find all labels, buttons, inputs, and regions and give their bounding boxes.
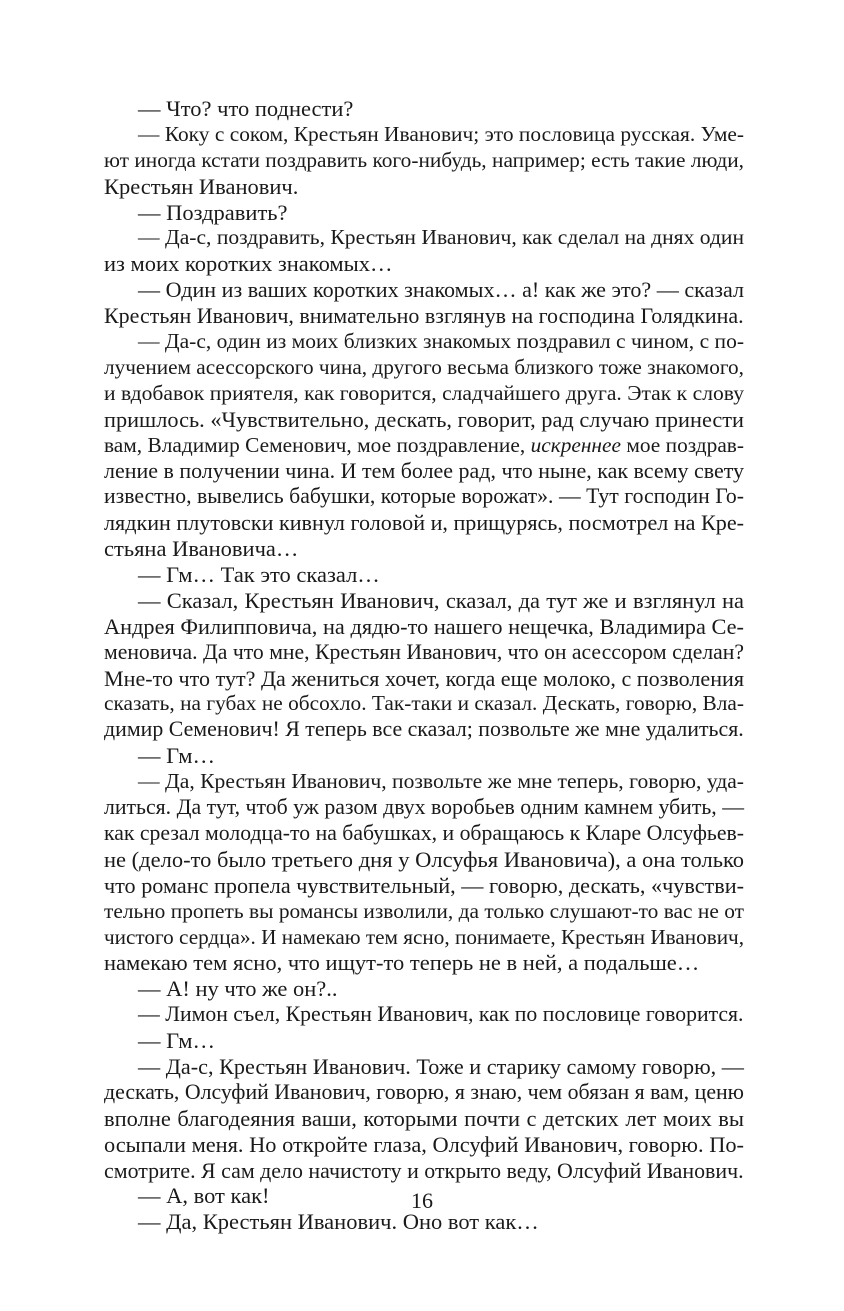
text-line: стьяна Ивановича…	[104, 536, 299, 562]
text-line: — Да-с, поздравить, Крестьян Иванович, как сделал на днях один	[138, 225, 744, 250]
text-line: и вдобавок приятеля, как говорится, сладчайшего друга. Этак к слову	[104, 380, 744, 405]
text-line: пришлось. «Чувствительно, дескать, говорит, рад случаю принести	[104, 406, 744, 432]
text-line: димир Семенович! Я теперь все сказал; позвольте же мне удалиться.	[104, 717, 744, 742]
text-line: тельно пропеть вы романсы изволили, да только слушают-то вас не от	[104, 898, 744, 923]
text-line: — Поздравить?	[138, 199, 288, 225]
text-line: — Да, Крестьян Иванович, позвольте же мне теперь, говорю, уда-	[138, 769, 744, 794]
text-line: Крестьян Иванович.	[104, 173, 299, 199]
text-line: чистого сердца». И намекаю тем ясно, понимаете, Крестьян Иванович,	[104, 924, 744, 949]
text-line: смотрите. Я сам дело начистоту и открыто веду, Олсуфий Иванович.	[104, 1157, 744, 1183]
text-line: как срезал молодца-то на бабушках, и обращаюсь к Кларе Олсуфьев-	[104, 820, 744, 845]
text-line: Андрея Филипповича, на дядю-то нашего нещечка, Владимира Се-	[104, 613, 744, 639]
text-line: ют иногда кстати поздравить кого-нибудь, например; есть такие люди,	[104, 147, 744, 172]
text-line: — А! ну что же он?..	[138, 976, 338, 1002]
text-line: сказать, на губах не обсохло. Так-таки и сказал. Дескать, говорю, Вла-	[104, 691, 744, 716]
text-line: — Да-с, Крестьян Иванович. Тоже и старику самому говорю, —	[138, 1053, 744, 1079]
text-line: — А, вот как!	[138, 1183, 270, 1209]
text-line: — Коку с соком, Крестьян Иванович; это пословица русская. Уме-	[138, 121, 744, 146]
text-line: литься. Да тут, чтоб уж разом двух воробьев одним камнем убить, —	[104, 795, 744, 820]
page-number: 16	[411, 1188, 433, 1213]
text-line: лядкин плутовски кивнул головой и, прищурясь, посмотрел на Кре-	[104, 510, 744, 536]
text-line: вполне благодеяния ваши, которыми почти с детских лет моих вы	[104, 1105, 744, 1131]
text-line: меновича. Да что мне, Крестьян Иванович, что он асессором сделан?	[104, 639, 744, 664]
text-line: известно, вывелись бабушки, которые ворожат». — Тут господин Го-	[104, 484, 744, 509]
text-line: — Гм… Так это сказал…	[138, 562, 380, 588]
text-line: — Да-с, один из моих близких знакомых поздравил с чином, с по-	[138, 329, 744, 354]
text-line: — Один из ваших коротких знакомых… а! как же это? — сказал	[138, 277, 744, 303]
text-line: — Что? что поднести?	[138, 96, 354, 121]
text-line: — Сказал, Крестьян Иванович, сказал, да тут же и взглянул на	[138, 587, 744, 613]
text-line: — Гм…	[138, 1028, 216, 1054]
text-line: из моих коротких знакомых…	[104, 251, 393, 277]
text-line: — Лимон съел, Крестьян Иванович, как по пословице говорится.	[138, 1002, 744, 1027]
text-line: что романс пропела чувствительный, — говорю, дескать, «чувстви-	[104, 872, 744, 898]
emphasized-word: искреннее	[530, 432, 621, 457]
text-line: — Гм…	[138, 743, 216, 769]
text-line: Мне-то что тут? Да жениться хочет, когда еще молоко, с позволения	[104, 665, 744, 691]
text-line: осыпали меня. Но откройте глаза, Олсуфий Иванович, говорю. По-	[104, 1131, 744, 1157]
text-line: Крестьян Иванович, внимательно взглянув на господина Голядкина.	[104, 303, 744, 329]
text-line: не (дело-то было третьего дня у Олсуфья Ивановича), а она только	[104, 846, 744, 872]
text-line: намекаю тем ясно, что ищут-то теперь не в ней, а подальше…	[104, 950, 700, 976]
text-line: дескать, Олсуфий Иванович, говорю, я знаю, чем обязан я вам, ценю	[104, 1079, 744, 1104]
text-line: лучением асессорского чина, другого весьма близкого тоже знакомого,	[104, 354, 744, 379]
page-text	[104, 96, 744, 1235]
text-line: ление в получении чина. И тем более рад, что ныне, как всему свету	[104, 458, 744, 484]
text-line: — Да, Крестьян Иванович. Оно вот как…	[138, 1209, 539, 1235]
text-line: вам, Владимир Семенович, мое поздравление, искреннее мое поздрав-	[104, 432, 744, 457]
